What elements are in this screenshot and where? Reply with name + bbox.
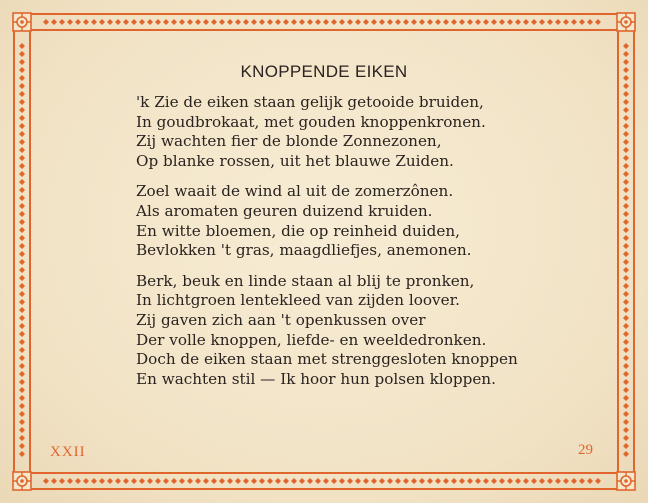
border-diamond bbox=[395, 478, 401, 484]
border-diamond bbox=[483, 19, 489, 25]
border-diamond bbox=[19, 131, 25, 137]
border-diamond bbox=[363, 19, 369, 25]
border-diamond bbox=[623, 331, 629, 337]
border-diamond bbox=[563, 478, 569, 484]
border-diamond bbox=[83, 478, 89, 484]
border-diamond bbox=[19, 211, 25, 217]
border-diamond bbox=[19, 227, 25, 233]
border-diamond bbox=[623, 147, 629, 153]
border-diamond bbox=[623, 435, 629, 441]
border-diamond bbox=[459, 478, 465, 484]
border-diamond bbox=[19, 91, 25, 97]
border-diamond bbox=[623, 115, 629, 121]
border-diamond bbox=[623, 259, 629, 265]
border-diamond bbox=[623, 355, 629, 361]
border-diamond bbox=[19, 51, 25, 57]
border-diamond bbox=[19, 435, 25, 441]
border-diamond bbox=[623, 195, 629, 201]
border-diamond bbox=[19, 107, 25, 113]
border-diamond bbox=[623, 131, 629, 137]
border-diamond bbox=[19, 339, 25, 345]
border-diamond bbox=[187, 478, 193, 484]
border-diamond bbox=[411, 19, 417, 25]
border-diamond bbox=[411, 478, 417, 484]
border-diamond bbox=[203, 19, 209, 25]
border-diamond bbox=[19, 411, 25, 417]
border-diamond bbox=[331, 478, 337, 484]
border-diamond bbox=[107, 478, 113, 484]
border-diamond bbox=[507, 19, 513, 25]
border-diamond bbox=[623, 371, 629, 377]
border-diamond bbox=[323, 19, 329, 25]
border-diamond bbox=[59, 19, 65, 25]
poem-line: Als aromaten geuren duizend kruiden. bbox=[136, 201, 433, 220]
border-diamond bbox=[571, 478, 577, 484]
border-diamond bbox=[19, 379, 25, 385]
border-diamond bbox=[623, 155, 629, 161]
border-diamond bbox=[19, 291, 25, 297]
poem-line: Zij wachten fier de blonde Zonnezonen, bbox=[136, 132, 442, 151]
border-diamond bbox=[547, 19, 553, 25]
border-diamond bbox=[259, 478, 265, 484]
border-diamond bbox=[147, 19, 153, 25]
border-diamond bbox=[315, 19, 321, 25]
border-diamond bbox=[623, 427, 629, 433]
border-diamond bbox=[19, 323, 25, 329]
border-diamond bbox=[587, 478, 593, 484]
border-diamond bbox=[19, 355, 25, 361]
border-diamond bbox=[339, 19, 345, 25]
border-diamond bbox=[179, 478, 185, 484]
border-diamond bbox=[19, 155, 25, 161]
stanza-2 bbox=[136, 182, 566, 260]
folio-roman-numeral: XXII bbox=[50, 444, 86, 460]
border-diamond bbox=[19, 267, 25, 273]
border-diamond bbox=[419, 478, 425, 484]
poem-line: En witte bloemen, die op reinheid duiden, bbox=[136, 221, 460, 240]
border-diamond bbox=[91, 478, 97, 484]
border-diamond bbox=[443, 478, 449, 484]
border-diamond bbox=[211, 19, 217, 25]
border-diamond bbox=[499, 478, 505, 484]
border-diamond bbox=[435, 19, 441, 25]
border-diamond bbox=[531, 19, 537, 25]
border-diamond bbox=[523, 19, 529, 25]
border-diamond bbox=[51, 478, 57, 484]
stanza-1 bbox=[136, 93, 566, 171]
border-diamond bbox=[623, 299, 629, 305]
border-diamond bbox=[187, 19, 193, 25]
border-diamond bbox=[243, 19, 249, 25]
border-diamond bbox=[67, 19, 73, 25]
border-diamond bbox=[179, 19, 185, 25]
border-diamond bbox=[579, 478, 585, 484]
border-diamond bbox=[19, 307, 25, 313]
border-diamond bbox=[291, 478, 297, 484]
border-diamond bbox=[379, 478, 385, 484]
border-diamond bbox=[123, 478, 129, 484]
border-diamond bbox=[475, 478, 481, 484]
border-diamond bbox=[19, 179, 25, 185]
border-diamond bbox=[155, 19, 161, 25]
border-diamond bbox=[19, 235, 25, 241]
border-diamond bbox=[467, 478, 473, 484]
border-diamond bbox=[195, 478, 201, 484]
border-diamond bbox=[315, 478, 321, 484]
border-diamond bbox=[19, 115, 25, 121]
border-diamond bbox=[275, 19, 281, 25]
border-diamond bbox=[291, 19, 297, 25]
border-diamond bbox=[483, 478, 489, 484]
border-diamond bbox=[19, 419, 25, 425]
border-diamond bbox=[267, 478, 273, 484]
poem-body bbox=[136, 93, 566, 400]
border-diamond bbox=[623, 139, 629, 145]
border-diamond bbox=[219, 19, 225, 25]
border-diamond bbox=[171, 478, 177, 484]
border-diamond bbox=[147, 478, 153, 484]
poem-line: En wachten stil — Ik hoor hun polsen kloppen. bbox=[136, 369, 496, 388]
poem-line: Zij gaven zich aan 't openkussen over bbox=[136, 310, 426, 329]
border-diamond bbox=[323, 478, 329, 484]
border-diamond bbox=[19, 427, 25, 433]
border-diamond bbox=[139, 19, 145, 25]
border-diamond bbox=[331, 19, 337, 25]
border-diamond bbox=[419, 19, 425, 25]
border-diamond bbox=[623, 163, 629, 169]
border-diamond bbox=[235, 19, 241, 25]
border-diamond bbox=[19, 139, 25, 145]
border-diamond bbox=[155, 478, 161, 484]
border-diamond bbox=[623, 107, 629, 113]
border-diamond bbox=[283, 19, 289, 25]
border-diamond bbox=[19, 403, 25, 409]
border-diamond bbox=[19, 347, 25, 353]
border-diamond bbox=[491, 478, 497, 484]
border-diamond bbox=[99, 19, 105, 25]
border-diamond bbox=[67, 478, 73, 484]
border-diamond bbox=[623, 451, 629, 457]
border-diamond bbox=[563, 19, 569, 25]
border-diamond bbox=[115, 478, 121, 484]
border-diamond bbox=[19, 123, 25, 129]
border-diamond bbox=[579, 19, 585, 25]
border-diamond bbox=[19, 195, 25, 201]
border-diamond bbox=[403, 478, 409, 484]
poem-line: Op blanke rossen, uit het blauwe Zuiden. bbox=[136, 151, 454, 170]
border-diamond bbox=[259, 19, 265, 25]
border-diamond bbox=[371, 19, 377, 25]
border-diamond bbox=[539, 478, 545, 484]
border-diamond bbox=[623, 387, 629, 393]
border-diamond bbox=[427, 19, 433, 25]
border-diamond bbox=[395, 19, 401, 25]
border-diamond bbox=[451, 478, 457, 484]
border-diamond bbox=[19, 331, 25, 337]
border-diamond bbox=[623, 283, 629, 289]
border-diamond bbox=[19, 259, 25, 265]
border-diamond bbox=[219, 478, 225, 484]
border-diamond bbox=[19, 163, 25, 169]
border-diamond bbox=[307, 478, 313, 484]
border-diamond bbox=[623, 227, 629, 233]
border-diamond bbox=[19, 283, 25, 289]
border-diamond bbox=[203, 478, 209, 484]
border-diamond bbox=[623, 43, 629, 49]
border-diamond bbox=[571, 19, 577, 25]
poem-line: Bevlokken 't gras, maagdliefjes, anemonen. bbox=[136, 241, 472, 260]
border-diamond bbox=[107, 19, 113, 25]
border-diamond bbox=[515, 478, 521, 484]
border-diamond bbox=[595, 19, 601, 25]
border-diamond bbox=[623, 379, 629, 385]
border-diamond bbox=[623, 403, 629, 409]
border-diamond bbox=[595, 478, 601, 484]
poem-line: Doch de eiken staan met strenggesloten knoppen bbox=[136, 350, 518, 369]
border-diamond bbox=[43, 19, 49, 25]
border-diamond bbox=[623, 203, 629, 209]
stanza-3 bbox=[136, 272, 566, 390]
border-diamond bbox=[499, 19, 505, 25]
border-diamond bbox=[623, 51, 629, 57]
border-diamond bbox=[623, 243, 629, 249]
border-diamond bbox=[427, 478, 433, 484]
border-diamond bbox=[531, 478, 537, 484]
poem-line: In lichtgroen lentekleed van zijden loover. bbox=[136, 291, 461, 310]
border-diamond bbox=[623, 347, 629, 353]
border-diamond bbox=[623, 339, 629, 345]
border-diamond bbox=[443, 19, 449, 25]
border-diamond bbox=[75, 478, 81, 484]
border-diamond bbox=[515, 19, 521, 25]
border-diamond bbox=[299, 478, 305, 484]
border-diamond bbox=[19, 171, 25, 177]
border-diamond bbox=[435, 478, 441, 484]
border-diamond bbox=[19, 315, 25, 321]
border-diamond bbox=[623, 83, 629, 89]
border-diamond bbox=[275, 478, 281, 484]
border-diamond bbox=[163, 478, 169, 484]
border-diamond bbox=[623, 419, 629, 425]
border-diamond bbox=[19, 83, 25, 89]
border-diamond bbox=[459, 19, 465, 25]
border-diamond bbox=[131, 478, 137, 484]
border-diamond bbox=[623, 219, 629, 225]
border-diamond bbox=[623, 267, 629, 273]
border-diamond bbox=[623, 187, 629, 193]
border-diamond bbox=[623, 443, 629, 449]
poem-line: 'k Zie de eiken staan gelijk getooide bruiden, bbox=[136, 93, 484, 111]
border-diamond bbox=[267, 19, 273, 25]
border-diamond bbox=[19, 219, 25, 225]
poem-line: In goudbrokaat, met gouden knoppenkronen. bbox=[136, 112, 486, 131]
page-number: 29 bbox=[578, 442, 593, 458]
border-diamond bbox=[19, 371, 25, 377]
border-diamond bbox=[283, 478, 289, 484]
border-diamond bbox=[623, 395, 629, 401]
border-diamond bbox=[467, 19, 473, 25]
border-diamond bbox=[539, 19, 545, 25]
border-diamond bbox=[555, 19, 561, 25]
border-diamond bbox=[163, 19, 169, 25]
border-diamond bbox=[387, 478, 393, 484]
border-diamond bbox=[623, 363, 629, 369]
border-diamond bbox=[623, 275, 629, 281]
border-diamond bbox=[623, 91, 629, 97]
border-diamond bbox=[623, 251, 629, 257]
border-diamond bbox=[387, 19, 393, 25]
border-diamond bbox=[19, 147, 25, 153]
border-diamond bbox=[523, 478, 529, 484]
border-diamond bbox=[491, 19, 497, 25]
border-diamond bbox=[623, 315, 629, 321]
border-diamond bbox=[227, 478, 233, 484]
border-diamond bbox=[355, 478, 361, 484]
border-diamond bbox=[75, 19, 81, 25]
border-diamond bbox=[19, 451, 25, 457]
border-diamond bbox=[19, 243, 25, 249]
border-diamond bbox=[475, 19, 481, 25]
border-diamond bbox=[19, 43, 25, 49]
border-diamond bbox=[339, 478, 345, 484]
border-diamond bbox=[19, 363, 25, 369]
poem-line: Der volle knoppen, liefde- en weeldedronken. bbox=[136, 330, 487, 349]
border-diamond bbox=[43, 478, 49, 484]
border-diamond bbox=[451, 19, 457, 25]
border-diamond bbox=[83, 19, 89, 25]
border-diamond bbox=[347, 478, 353, 484]
border-diamond bbox=[547, 478, 553, 484]
border-diamond bbox=[19, 99, 25, 105]
border-diamond bbox=[379, 19, 385, 25]
border-diamond bbox=[131, 19, 137, 25]
border-diamond bbox=[195, 19, 201, 25]
border-diamond bbox=[587, 19, 593, 25]
border-diamond bbox=[19, 251, 25, 257]
border-diamond bbox=[555, 478, 561, 484]
border-diamond bbox=[623, 211, 629, 217]
border-diamond bbox=[19, 203, 25, 209]
border-diamond bbox=[19, 387, 25, 393]
border-diamond bbox=[19, 187, 25, 193]
border-diamond bbox=[243, 478, 249, 484]
border-diamond bbox=[623, 123, 629, 129]
border-diamond bbox=[371, 478, 377, 484]
border-diamond bbox=[227, 19, 233, 25]
border-diamond bbox=[623, 99, 629, 105]
border-diamond bbox=[91, 19, 97, 25]
border-diamond bbox=[623, 179, 629, 185]
border-diamond bbox=[623, 411, 629, 417]
border-diamond bbox=[299, 19, 305, 25]
border-diamond bbox=[403, 19, 409, 25]
poem-line: Zoel waait de wind al uit de zomerzônen. bbox=[136, 182, 454, 201]
border-diamond bbox=[251, 19, 257, 25]
border-diamond bbox=[19, 443, 25, 449]
border-diamond bbox=[19, 299, 25, 305]
border-diamond bbox=[623, 291, 629, 297]
poem-line: Berk, beuk en linde staan al blij te pronken, bbox=[136, 271, 475, 290]
border-diamond bbox=[115, 19, 121, 25]
border-diamond bbox=[307, 19, 313, 25]
border-diamond bbox=[251, 478, 257, 484]
border-diamond bbox=[51, 19, 57, 25]
border-diamond bbox=[623, 307, 629, 313]
border-diamond bbox=[59, 478, 65, 484]
poem-title: KNOPPENDE EIKEN bbox=[240, 62, 408, 81]
border-diamond bbox=[507, 478, 513, 484]
border-diamond bbox=[123, 19, 129, 25]
border-diamond bbox=[235, 478, 241, 484]
border-diamond bbox=[355, 19, 361, 25]
border-diamond bbox=[623, 235, 629, 241]
border-diamond bbox=[623, 323, 629, 329]
border-diamond bbox=[211, 478, 217, 484]
border-diamond bbox=[99, 478, 105, 484]
border-diamond bbox=[363, 478, 369, 484]
border-diamond bbox=[139, 478, 145, 484]
border-diamond bbox=[171, 19, 177, 25]
border-diamond bbox=[347, 19, 353, 25]
border-diamond bbox=[19, 395, 25, 401]
border-diamond bbox=[623, 171, 629, 177]
border-diamond bbox=[19, 275, 25, 281]
